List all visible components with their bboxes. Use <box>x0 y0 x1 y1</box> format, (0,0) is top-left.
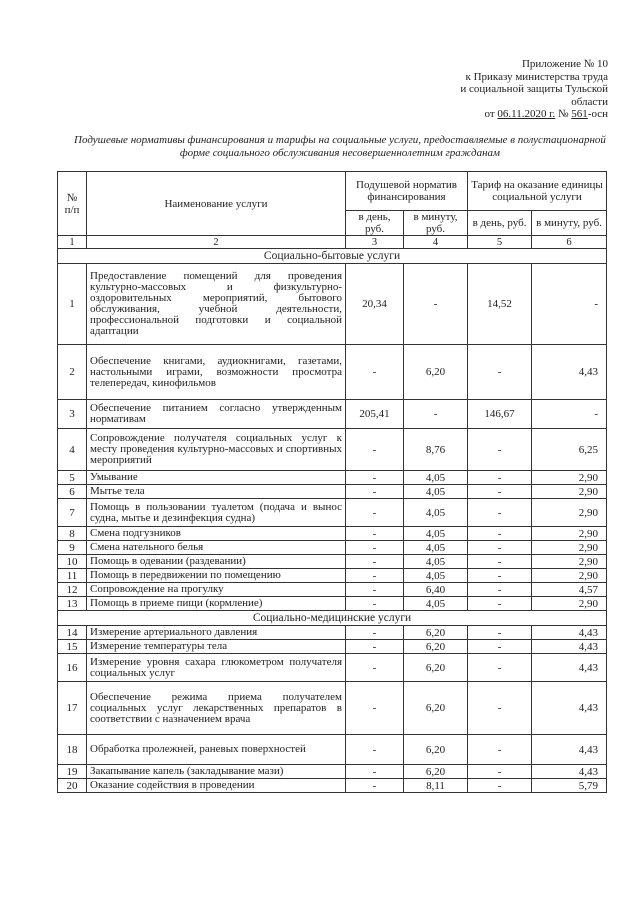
table-row <box>58 555 607 569</box>
normative-per-minute: 6,40 <box>404 583 468 597</box>
normative-per-day: - <box>346 779 404 793</box>
table-row <box>58 499 607 527</box>
normative-per-minute: 4,05 <box>404 555 468 569</box>
service-name: Измерение артериального давления <box>87 626 346 640</box>
header-normative: Подушевой норматив финансирования <box>346 172 468 211</box>
table-row <box>58 626 607 640</box>
tariff-per-day: - <box>468 779 532 793</box>
tariff-per-day: - <box>468 654 532 682</box>
table-row <box>58 640 607 654</box>
service-name: Умывание <box>87 471 346 485</box>
row-number: 4 <box>58 429 87 471</box>
tariff-per-minute: 2,90 <box>532 541 607 555</box>
document-title: Подушевые нормативы финансирования и тарифы на социальные услуги, предоставляемые в полустационарной форме социального обслуживания несовершеннолетним гражданам <box>74 134 606 159</box>
normative-per-day: 205,41 <box>346 400 404 429</box>
normative-per-day: - <box>346 626 404 640</box>
table-row <box>58 345 607 400</box>
tariff-per-day: 146,67 <box>468 400 532 429</box>
service-name: Помощь в приеме пищи (кормление) <box>87 597 346 611</box>
service-name: Обеспечение книгами, аудиокнигами, газетами, настольными играми, возможности просмотра телепередач, кинофильмов <box>87 345 346 400</box>
tariff-per-minute: 4,43 <box>532 345 607 400</box>
row-number: 18 <box>58 735 87 765</box>
normative-per-minute: 6,20 <box>404 682 468 735</box>
row-number: 19 <box>58 765 87 779</box>
normative-per-day: - <box>346 429 404 471</box>
row-number: 14 <box>58 626 87 640</box>
normative-per-minute: - <box>404 264 468 345</box>
normative-per-minute: 4,05 <box>404 499 468 527</box>
service-name: Помощь в пользовании туалетом (подача и вынос судна, мытье и дезинфекция судна) <box>87 499 346 527</box>
section-row <box>58 611 607 626</box>
tariff-per-day: - <box>468 555 532 569</box>
row-number: 6 <box>58 485 87 499</box>
row-number: 5 <box>58 471 87 485</box>
tariff-per-day: - <box>468 640 532 654</box>
normative-per-day: - <box>346 485 404 499</box>
section-title: Социально-бытовые услуги <box>58 249 607 264</box>
service-name: Сопровождение на прогулку <box>87 583 346 597</box>
service-name: Измерение температуры тела <box>87 640 346 654</box>
row-number: 11 <box>58 569 87 583</box>
tariff-per-minute: 2,90 <box>532 485 607 499</box>
table-row <box>58 485 607 499</box>
normative-per-minute: 4,05 <box>404 471 468 485</box>
table-row <box>58 569 607 583</box>
tariff-per-minute: 5,79 <box>532 779 607 793</box>
service-name: Предоставление помещений для проведения культурно-массовых и физкультурно-оздоровительных мероприятий, бытового обслуживания, учебной деятельности, профессиональной подготовки и социальной адаптации <box>87 264 346 345</box>
num-prefix: № <box>555 108 572 120</box>
tariff-per-minute: 4,43 <box>532 735 607 765</box>
row-number: 13 <box>58 597 87 611</box>
tariff-per-day: - <box>468 345 532 400</box>
row-number: 9 <box>58 541 87 555</box>
column-number-row <box>58 236 607 249</box>
table-row <box>58 583 607 597</box>
normative-per-minute: 4,05 <box>404 597 468 611</box>
normative-per-day: - <box>346 682 404 735</box>
normative-per-day: - <box>346 569 404 583</box>
tariff-per-minute: - <box>532 400 607 429</box>
table-row <box>58 765 607 779</box>
normative-per-minute: 4,05 <box>404 541 468 555</box>
table-row <box>58 597 607 611</box>
normative-per-day: - <box>346 499 404 527</box>
tariff-per-minute: 4,43 <box>532 654 607 682</box>
tariff-per-minute: - <box>532 264 607 345</box>
table-row <box>58 735 607 765</box>
normative-per-day: - <box>346 345 404 400</box>
normative-per-day: - <box>346 471 404 485</box>
header-normative-per-minute: в минуту, руб. <box>404 211 468 236</box>
service-name: Смена нательного белья <box>87 541 346 555</box>
appendix-header <box>460 58 608 121</box>
column-number: 3 <box>346 236 404 249</box>
service-name: Смена подгузников <box>87 527 346 541</box>
normative-per-day: - <box>346 640 404 654</box>
service-name: Сопровождение получателя социальных услуг к месту проведения культурно-массовых и спортивных мероприятий <box>87 429 346 471</box>
appendix-order-ref <box>460 108 608 121</box>
tariff-per-day: - <box>468 583 532 597</box>
row-number: 8 <box>58 527 87 541</box>
table-row <box>58 779 607 793</box>
row-number: 7 <box>58 499 87 527</box>
tariff-per-day: - <box>468 765 532 779</box>
tariff-per-day: - <box>468 626 532 640</box>
normative-per-day: 20,34 <box>346 264 404 345</box>
tariff-per-minute: 4,43 <box>532 640 607 654</box>
appendix-line-1: Приложение № 10 <box>521 58 608 70</box>
service-name: Обеспечение питанием согласно утвержденным нормативам <box>87 400 346 429</box>
normative-per-day: - <box>346 555 404 569</box>
tariff-per-day: - <box>468 471 532 485</box>
service-name: Измерение уровня сахара глюкометром получателя социальных услуг <box>87 654 346 682</box>
normative-per-minute: 4,05 <box>404 527 468 541</box>
table-row <box>58 682 607 735</box>
normative-per-day: - <box>346 735 404 765</box>
tariff-per-day: - <box>468 499 532 527</box>
tariff-per-minute: 4,57 <box>532 583 607 597</box>
column-number: 6 <box>532 236 607 249</box>
column-number: 2 <box>87 236 346 249</box>
row-number: 20 <box>58 779 87 793</box>
normative-per-day: - <box>346 597 404 611</box>
tariff-per-minute: 4,43 <box>532 626 607 640</box>
tariff-per-day: - <box>468 527 532 541</box>
normative-per-minute: 4,05 <box>404 485 468 499</box>
header-tariff-per-minute: в минуту, руб. <box>532 211 607 236</box>
normative-per-day: - <box>346 541 404 555</box>
appendix-line-2: к Приказу министерства труда <box>465 70 608 83</box>
table-body <box>58 236 607 793</box>
header-name: Наименование услуги <box>87 172 346 236</box>
tariff-per-day: 14,52 <box>468 264 532 345</box>
appendix-line-4: области <box>571 95 608 108</box>
tariff-per-minute: 4,43 <box>532 765 607 779</box>
row-number: 3 <box>58 400 87 429</box>
row-number: 2 <box>58 345 87 400</box>
row-number: 16 <box>58 654 87 682</box>
tariff-table <box>57 171 607 793</box>
tariff-per-minute: 2,90 <box>532 527 607 541</box>
normative-per-minute: - <box>404 400 468 429</box>
column-number: 5 <box>468 236 532 249</box>
service-name: Обеспечение режима приема получателем социальных услуг лекарственных препаратов в соответствии с назначением врача <box>87 682 346 735</box>
header-normative-per-day: в день, руб. <box>346 211 404 236</box>
row-number: 1 <box>58 264 87 345</box>
num-suffix: -осн <box>587 108 608 120</box>
normative-per-minute: 6,20 <box>404 765 468 779</box>
normative-per-day: - <box>346 527 404 541</box>
section-row <box>58 249 607 264</box>
table-row <box>58 541 607 555</box>
normative-per-day: - <box>346 583 404 597</box>
tariff-per-minute: 2,90 <box>532 499 607 527</box>
row-number: 10 <box>58 555 87 569</box>
header-num: № п/п <box>58 172 87 236</box>
tariff-per-day: - <box>468 569 532 583</box>
service-name: Помощь в одевании (раздевании) <box>87 555 346 569</box>
tariff-per-minute: 2,90 <box>532 555 607 569</box>
table-row <box>58 264 607 345</box>
table-row <box>58 654 607 682</box>
date-prefix: от <box>484 108 498 120</box>
tariff-per-day: - <box>468 682 532 735</box>
tariff-per-minute: 4,43 <box>532 682 607 735</box>
normative-per-minute: 6,20 <box>404 345 468 400</box>
column-number: 1 <box>58 236 87 249</box>
row-number: 15 <box>58 640 87 654</box>
normative-per-minute: 6,20 <box>404 626 468 640</box>
tariff-per-minute: 2,90 <box>532 471 607 485</box>
service-name: Обработка пролежней, раневых поверхностей <box>87 735 346 765</box>
normative-per-minute: 8,76 <box>404 429 468 471</box>
tariff-per-day: - <box>468 541 532 555</box>
table-row <box>58 527 607 541</box>
tariff-per-minute: 2,90 <box>532 597 607 611</box>
table-row <box>58 429 607 471</box>
service-name: Помощь в передвижении по помещению <box>87 569 346 583</box>
service-name: Оказание содействия в проведении <box>87 779 346 793</box>
tariff-per-day: - <box>468 597 532 611</box>
normative-per-day: - <box>346 765 404 779</box>
tariff-per-day: - <box>468 485 532 499</box>
table-row <box>58 471 607 485</box>
header-tariff-per-day: в день, руб. <box>468 211 532 236</box>
header-tariff: Тариф на оказание единицы социальной услуги <box>468 172 607 211</box>
normative-per-minute: 6,20 <box>404 654 468 682</box>
service-name: Мытье тела <box>87 485 346 499</box>
tariff-per-day: - <box>468 735 532 765</box>
tariff-per-minute: 2,90 <box>532 569 607 583</box>
normative-per-minute: 4,05 <box>404 569 468 583</box>
normative-per-minute: 6,20 <box>404 735 468 765</box>
normative-per-day: - <box>346 654 404 682</box>
table-row <box>58 400 607 429</box>
tariff-per-day: - <box>468 429 532 471</box>
row-number: 12 <box>58 583 87 597</box>
normative-per-minute: 8,11 <box>404 779 468 793</box>
tariff-per-minute: 6,25 <box>532 429 607 471</box>
order-number: 561 <box>571 108 588 120</box>
appendix-line-3: и социальной защиты Тульской <box>460 83 608 95</box>
service-name: Закапывание капель (закладывание мази) <box>87 765 346 779</box>
normative-per-minute: 6,20 <box>404 640 468 654</box>
row-number: 17 <box>58 682 87 735</box>
order-date: 06.11.2020 г. <box>497 108 556 120</box>
section-title: Социально-медицинские услуги <box>58 611 607 626</box>
column-number: 4 <box>404 236 468 249</box>
